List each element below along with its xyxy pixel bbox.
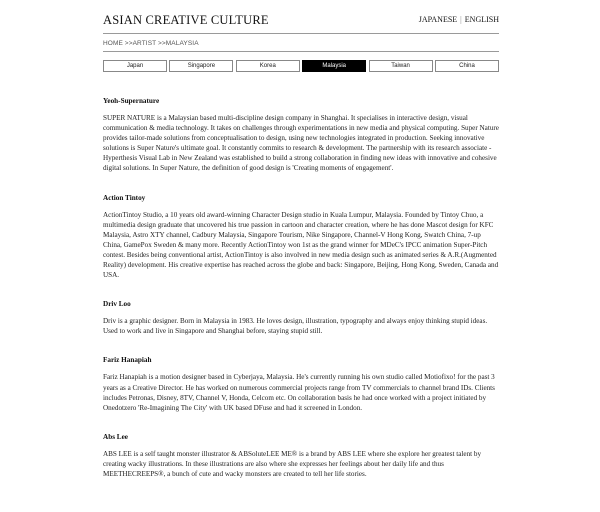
tab-taiwan[interactable]: Taiwan: [369, 60, 433, 72]
artist-name: Driv Loo: [103, 300, 131, 309]
artist-entry: [103, 300, 499, 336]
artist-entry: [103, 356, 499, 412]
artist-bio: Driv is a graphic designer. Born in Malaysia in 1983. He loves design, illustration, typography and always enjoy thinking stupid ideas. Used to work and live in Singapore and Shanghai before, staying stupid still.: [103, 317, 488, 336]
breadcrumb-current: MALAYSIA: [165, 40, 199, 47]
site-title[interactable]: ASIAN CREATIVE CULTURE: [103, 13, 269, 27]
artist-name: Yeoh-Supernature: [103, 97, 160, 105]
lang-english-link[interactable]: ENGLISH: [464, 15, 499, 24]
tab-japan[interactable]: Japan: [103, 60, 167, 72]
artist-name: Action Tintoy: [103, 193, 146, 202]
artist-bio: ActionTintoy Studio, a 10 years old award-winning Character Design studio in Kuala Lumpur, Malaysia. Founded by Tintoy Chuo, a multimedia design graduate that uncovered his true passion in cartoon and character creation, where he has done Mascot design for KFC Malaysia, Astro XTY channel, Cadbury Malaysia, Singapore Tourism, Nike Singapore, Channel-V Hong Kong, Swatch China, 7-up China, GamePox Sweden & many more. Recently ActionTintoy won 1st as the grand winner for MDeC's IPCC animation Super-Pitch contest. Besides being conventional artist, ActionTintoy is also involved in new media design such as animated series & A.R.(Augmented Reality) development. His creative expertise has reached across the globe and back: Singapore, Beijing, Hong Kong, Sweden, Canada and USA.: [103, 210, 499, 280]
breadcrumb-artist-link[interactable]: ARTIST: [132, 40, 157, 47]
breadcrumb-separator: >>: [156, 40, 166, 47]
country-tabs: [103, 60, 499, 72]
artist-bio: Fariz Hanapiah is a motion designer based in Cyberjaya, Malaysia. He's currently running his own studio called Motiofixo! for the past 3 years as a Creative Director. He has worked on numerous commercial projects range from TV commercials to channel brand IDs. Clients includes Petronas, Disney, 8TV, Channel V, Honda, Celcom etc. On collaboration basis he had once worked with a project initiated by Onedotzero 'Re-Imagining The City' with UK based DFuse and had it screened in London.: [103, 373, 495, 412]
language-switcher: [419, 15, 499, 24]
breadcrumb-home-link[interactable]: HOME: [103, 40, 123, 47]
tab-korea[interactable]: Korea: [236, 60, 300, 72]
tab-malaysia[interactable]: Malaysia: [302, 60, 366, 72]
artist-bio: ABS LEE is a self taught monster illustrator & ABSoluteLEE ME® is a brand by ABS LEE where she explore her greatest talent by creating wacky illustrations. In these illustrations are also where she expresses her feelings about her daily life and thus MEETHECREEPS®, a bunch of cute and wacky monsters are created to tell her life stories.: [103, 449, 482, 478]
breadcrumb: [103, 40, 199, 47]
tab-singapore[interactable]: Singapore: [169, 60, 233, 72]
artist-bio: SUPER NATURE is a Malaysian based multi-discipline design company in Shanghai. It specialises in interactive design, visual communication & media technology. It takes on challenges through experimentations in new media and physical computing. Super Nature provides tailor-made solutions from conceptualisation to design, using new technologies integrated in production. Seeking innovative solutions is Super Nature's ultimate goal. It constantly commits to research & development. The partnership with its research associate - Hyperthesis Visual Lab in New Zealand was established to build a strong collaboration in finding new ideas with innovative and cohesive digital solutions. In Super Nature, the definition of good design is 'Creating moments of engagement'.: [103, 114, 499, 173]
lang-separator: |: [460, 15, 462, 24]
artist-entry: [103, 97, 499, 174]
artist-list: [103, 97, 499, 479]
lang-japanese-link[interactable]: JAPANESE: [418, 15, 458, 24]
artist-name: Abs Lee: [103, 432, 128, 441]
header-divider: [103, 33, 499, 34]
artist-entry: [103, 433, 499, 479]
tab-china[interactable]: China: [435, 60, 499, 72]
artist-entry: [103, 194, 499, 281]
artist-name: Fariz Hanapiah: [103, 356, 152, 365]
breadcrumb-separator: >>: [122, 40, 133, 47]
breadcrumb-divider: [103, 51, 499, 52]
